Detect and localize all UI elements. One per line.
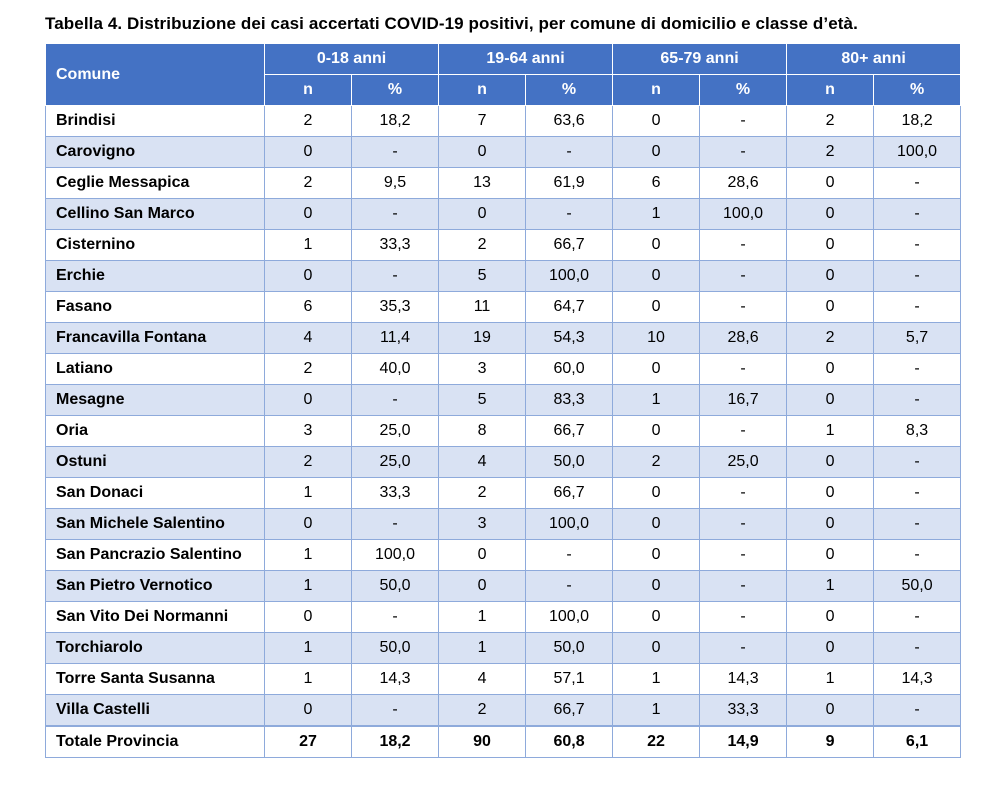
comune-name: Fasano [46,292,265,323]
comune-name: Brindisi [46,106,265,137]
cell-count: 8 [439,416,526,447]
cell-percent: - [526,199,613,230]
cell-percent: 100,0 [874,137,961,168]
cell-percent: - [874,633,961,664]
cell-count: 0 [439,571,526,602]
cell-count: 0 [787,354,874,385]
cell-count: 5 [439,385,526,416]
cell-count: 0 [265,261,352,292]
comune-name: Carovigno [46,137,265,168]
header-group-80-plus: 80+ anni [787,44,961,75]
cell-count: 2 [439,695,526,727]
cell-percent: 100,0 [700,199,787,230]
cell-percent: - [352,199,439,230]
cell-count: 1 [265,230,352,261]
comune-name: Erchie [46,261,265,292]
comune-name: Ostuni [46,447,265,478]
total-count: 90 [439,726,526,758]
cell-percent: - [352,695,439,727]
cell-percent: - [700,292,787,323]
cell-percent: 33,3 [700,695,787,727]
cell-percent: 18,2 [352,106,439,137]
cell-count: 0 [439,137,526,168]
cell-count: 0 [613,106,700,137]
cell-count: 2 [787,137,874,168]
cell-percent: 60,0 [526,354,613,385]
cell-percent: 100,0 [526,509,613,540]
total-count: 9 [787,726,874,758]
table-row [46,509,961,540]
total-percent: 18,2 [352,726,439,758]
cell-percent: - [526,540,613,571]
cell-count: 1 [439,602,526,633]
table-row [46,230,961,261]
table-row [46,354,961,385]
cell-count: 0 [787,540,874,571]
cell-count: 2 [787,106,874,137]
comune-name: San Donaci [46,478,265,509]
cell-percent: 83,3 [526,385,613,416]
table-row [46,323,961,354]
cell-percent: - [526,571,613,602]
comune-name: Cellino San Marco [46,199,265,230]
header-comune: Comune [46,44,265,106]
cell-count: 1 [613,199,700,230]
cell-count: 0 [787,695,874,727]
header-n: n [439,75,526,106]
comune-name: Oria [46,416,265,447]
cell-percent: 9,5 [352,168,439,199]
cell-count: 7 [439,106,526,137]
cell-count: 11 [439,292,526,323]
header-group-0-18: 0-18 anni [265,44,439,75]
table-row [46,385,961,416]
cell-count: 0 [613,261,700,292]
cell-count: 0 [787,633,874,664]
cell-percent: 66,7 [526,416,613,447]
table-row [46,292,961,323]
cell-percent: 40,0 [352,354,439,385]
cell-count: 1 [787,664,874,695]
comune-name: Latiano [46,354,265,385]
total-row [46,726,961,758]
table-row [46,664,961,695]
cell-percent: - [874,695,961,727]
cell-count: 0 [613,354,700,385]
header-pct: % [352,75,439,106]
cell-percent: 66,7 [526,695,613,727]
cell-percent: - [874,478,961,509]
header-n: n [265,75,352,106]
cell-percent: 66,7 [526,478,613,509]
cell-count: 0 [265,199,352,230]
cell-percent: - [874,261,961,292]
cell-count: 2 [265,447,352,478]
comune-name: San Pietro Vernotico [46,571,265,602]
cell-percent: 25,0 [700,447,787,478]
cell-percent: - [352,602,439,633]
comune-name: Francavilla Fontana [46,323,265,354]
total-percent: 14,9 [700,726,787,758]
cell-count: 0 [613,633,700,664]
comune-name: San Michele Salentino [46,509,265,540]
cell-count: 0 [613,509,700,540]
cell-percent: - [352,261,439,292]
cell-count: 0 [787,447,874,478]
cell-count: 6 [265,292,352,323]
cell-count: 5 [439,261,526,292]
cell-count: 3 [439,509,526,540]
cell-percent: 33,3 [352,478,439,509]
cell-count: 4 [265,323,352,354]
cell-count: 0 [265,695,352,727]
cell-count: 0 [613,292,700,323]
cell-percent: 50,0 [526,447,613,478]
cell-count: 19 [439,323,526,354]
cell-percent: 28,6 [700,323,787,354]
cell-count: 0 [265,385,352,416]
table-row [46,571,961,602]
cell-count: 4 [439,447,526,478]
total-count: 27 [265,726,352,758]
comune-name: Villa Castelli [46,695,265,727]
cell-percent: - [352,137,439,168]
cell-count: 0 [265,509,352,540]
cell-count: 0 [265,602,352,633]
cell-count: 0 [613,571,700,602]
cell-count: 3 [265,416,352,447]
cell-count: 3 [439,354,526,385]
table-row [46,602,961,633]
cell-count: 0 [787,199,874,230]
cell-percent: - [700,354,787,385]
comune-name: Ceglie Messapica [46,168,265,199]
cell-count: 0 [613,540,700,571]
cell-percent: - [874,509,961,540]
table-row [46,137,961,168]
cell-percent: 100,0 [352,540,439,571]
cell-count: 0 [787,478,874,509]
cell-count: 0 [613,478,700,509]
cell-percent: 16,7 [700,385,787,416]
cell-percent: 25,0 [352,447,439,478]
cell-percent: - [700,106,787,137]
cell-percent: 57,1 [526,664,613,695]
cell-count: 0 [439,199,526,230]
cell-count: 0 [439,540,526,571]
cell-count: 1 [265,571,352,602]
cell-percent: - [526,137,613,168]
cell-count: 10 [613,323,700,354]
cell-count: 0 [787,261,874,292]
cell-percent: - [700,416,787,447]
cell-percent: 50,0 [352,571,439,602]
cell-percent: - [352,385,439,416]
comune-name: San Pancrazio Salentino [46,540,265,571]
cell-count: 0 [613,602,700,633]
cell-count: 2 [265,168,352,199]
cell-count: 0 [787,385,874,416]
cell-percent: - [874,230,961,261]
cell-count: 0 [265,137,352,168]
cell-count: 1 [265,478,352,509]
cell-count: 0 [787,168,874,199]
total-label: Totale Provincia [46,726,265,758]
cell-count: 1 [613,664,700,695]
header-group-65-79: 65-79 anni [613,44,787,75]
comune-name: Mesagne [46,385,265,416]
cell-percent: - [700,478,787,509]
cell-percent: 35,3 [352,292,439,323]
cell-percent: 25,0 [352,416,439,447]
cell-percent: 61,9 [526,168,613,199]
cell-percent: 100,0 [526,602,613,633]
cell-count: 1 [265,633,352,664]
header-pct: % [874,75,961,106]
header-n: n [613,75,700,106]
table-row [46,199,961,230]
total-count: 22 [613,726,700,758]
table-body [46,106,961,758]
header-group-19-64: 19-64 anni [439,44,613,75]
header-pct: % [526,75,613,106]
cell-count: 0 [787,602,874,633]
cell-percent: - [700,571,787,602]
cell-percent: - [700,137,787,168]
cell-count: 4 [439,664,526,695]
table-row [46,261,961,292]
cell-count: 0 [613,137,700,168]
cell-count: 2 [439,230,526,261]
cell-percent: 50,0 [874,571,961,602]
table-row [46,447,961,478]
cell-percent: - [700,230,787,261]
comune-name: Cisternino [46,230,265,261]
cell-count: 0 [787,230,874,261]
table-row [46,478,961,509]
header-row-groups [46,44,961,75]
cell-count: 1 [439,633,526,664]
cell-percent: 14,3 [352,664,439,695]
cell-percent: 8,3 [874,416,961,447]
cell-percent: - [874,385,961,416]
cell-percent: - [700,509,787,540]
cell-count: 1 [787,416,874,447]
cell-percent: - [874,168,961,199]
cell-percent: 64,7 [526,292,613,323]
cell-count: 2 [265,354,352,385]
header-n: n [787,75,874,106]
cell-count: 2 [613,447,700,478]
cell-count: 1 [613,695,700,727]
table-row [46,416,961,447]
cell-percent: 33,3 [352,230,439,261]
cell-percent: - [700,633,787,664]
cell-percent: - [874,354,961,385]
cell-count: 0 [787,509,874,540]
cell-percent: 11,4 [352,323,439,354]
table-row [46,168,961,199]
table-caption: Tabella 4. Distribuzione dei casi accertati COVID-19 positivi, per comune di domicilio e classe d’età. [45,14,858,33]
cell-percent: 14,3 [874,664,961,695]
cell-count: 2 [787,323,874,354]
cell-percent: 100,0 [526,261,613,292]
cell-percent: 63,6 [526,106,613,137]
cell-percent: 14,3 [700,664,787,695]
cell-percent: - [700,261,787,292]
cell-count: 1 [265,664,352,695]
comune-name: Torre Santa Susanna [46,664,265,695]
cell-count: 1 [787,571,874,602]
cases-table [45,43,961,758]
cell-count: 0 [787,292,874,323]
cell-percent: 28,6 [700,168,787,199]
total-percent: 6,1 [874,726,961,758]
table-row [46,695,961,727]
cell-count: 2 [265,106,352,137]
comune-name: San Vito Dei Normanni [46,602,265,633]
cell-percent: - [874,199,961,230]
cell-count: 13 [439,168,526,199]
cell-percent: - [874,602,961,633]
cell-count: 2 [439,478,526,509]
total-percent: 60,8 [526,726,613,758]
comune-name: Torchiarolo [46,633,265,664]
cell-percent: - [874,540,961,571]
cell-percent: - [700,540,787,571]
cell-percent: - [874,447,961,478]
table-row [46,633,961,664]
cell-percent: 50,0 [526,633,613,664]
cell-count: 0 [613,416,700,447]
cell-percent: 18,2 [874,106,961,137]
cell-percent: 5,7 [874,323,961,354]
cell-count: 0 [613,230,700,261]
header-pct: % [700,75,787,106]
cell-percent: 50,0 [352,633,439,664]
cell-percent: 66,7 [526,230,613,261]
cell-percent: - [352,509,439,540]
table-row [46,106,961,137]
cell-percent: - [700,602,787,633]
table-row [46,540,961,571]
cell-count: 6 [613,168,700,199]
cell-count: 1 [613,385,700,416]
cell-percent: 54,3 [526,323,613,354]
cell-percent: - [874,292,961,323]
cell-count: 1 [265,540,352,571]
